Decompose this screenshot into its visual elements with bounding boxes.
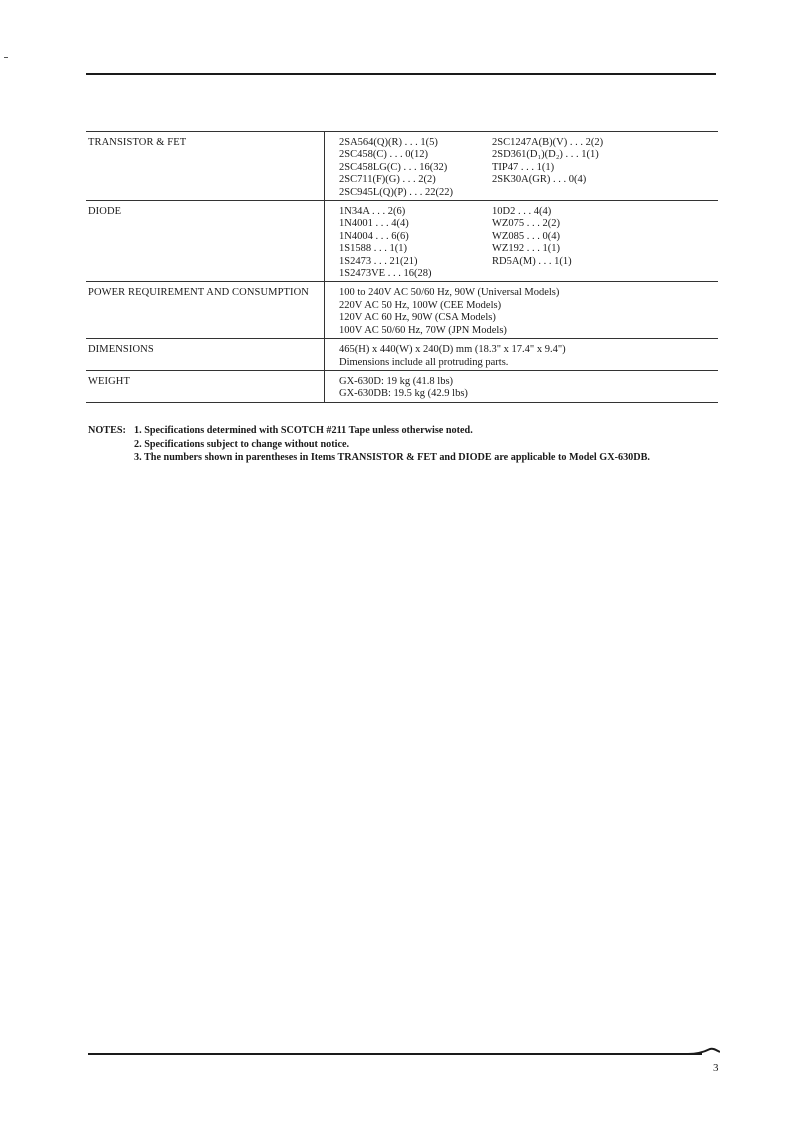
value-left: 1N4001 . . . 4(4): [339, 218, 409, 230]
stray-mark: [4, 57, 8, 58]
value-line: Dimensions include all protruding parts.: [339, 356, 509, 368]
spec-label: WEIGHT: [86, 371, 325, 402]
spec-values: [325, 132, 718, 200]
spec-label: DIMENSIONS: [86, 339, 325, 370]
value-right: 2SD361(D₁)(D₂) . . . 1(1): [492, 149, 599, 161]
page-number: 3: [713, 1062, 719, 1074]
bottom-rule: [88, 1053, 702, 1055]
spec-values: [325, 282, 718, 338]
spec-values: [325, 339, 718, 370]
value-line: 100V AC 50/60 Hz, 70W (JPN Models): [339, 324, 507, 336]
value-line: [339, 187, 718, 199]
value-line: [339, 137, 718, 149]
value-line: [339, 206, 718, 218]
spec-row-transistor-fet: [86, 131, 718, 201]
value-line: [339, 218, 718, 230]
value-left: 1N4004 . . . 6(6): [339, 230, 409, 242]
value-right: WZ075 . . . 2(2): [492, 218, 560, 230]
spec-label: TRANSISTOR & FET: [86, 132, 325, 200]
spec-row-diode: [86, 201, 718, 282]
value-line: [339, 231, 718, 243]
value-left: 2SC711(F)(G) . . . 2(2): [339, 174, 436, 186]
value-right: 10D2 . . . 4(4): [492, 206, 552, 218]
value-line: [339, 256, 718, 268]
value-line: 100 to 240V AC 50/60 Hz, 90W (Universal Models): [339, 287, 560, 299]
note-item: 2. Specifications subject to change without notice.: [134, 438, 350, 450]
value-right: TIP47 . . . 1(1): [492, 161, 555, 173]
value-line: 220V AC 50 Hz, 100W (CEE Models): [339, 299, 502, 311]
value-line: [339, 243, 718, 255]
spec-values: [325, 371, 718, 402]
value-right: 2SC1247A(B)(V) . . . 2(2): [492, 137, 604, 148]
value-left: 2SC945L(Q)(P) . . . 22(22): [339, 186, 454, 198]
value-left: 2SC458LG(C) . . . 16(32): [339, 161, 448, 173]
notes-list: [134, 424, 650, 465]
notes-heading: NOTES:: [88, 425, 126, 436]
value-right: WZ085 . . . 0(4): [492, 230, 560, 242]
value-line: [339, 162, 718, 174]
note-item: 1. Specifications determined with SCOTCH #211 Tape unless otherwise noted.: [134, 425, 473, 436]
value-left: 1S2473 . . . 21(21): [339, 255, 418, 267]
value-right: 2SK30A(GR) . . . 0(4): [492, 174, 587, 186]
value-line: 120V AC 60 Hz, 90W (CSA Models): [339, 312, 496, 324]
spec-table: [86, 131, 718, 403]
value-line: [339, 149, 718, 161]
bottom-rule-flourish: [688, 1046, 720, 1060]
note-item: 3. The numbers shown in parentheses in Items TRANSISTOR & FET and DIODE are applicable to Model GX-630DB.: [134, 452, 650, 464]
value-line: [339, 174, 718, 186]
value-line: [339, 268, 718, 280]
spec-row-dimensions: [86, 339, 718, 371]
spec-row-power: [86, 282, 718, 339]
value-left: 2SC458(C) . . . 0(12): [339, 149, 428, 161]
value-left: 2SA564(Q)(R) . . . 1(5): [339, 137, 438, 148]
spec-values: [325, 201, 718, 281]
value-line: GX-630DB: 19.5 kg (42.9 lbs): [339, 388, 468, 400]
spec-row-weight: [86, 371, 718, 403]
spec-label: POWER REQUIREMENT AND CONSUMPTION: [86, 282, 325, 338]
value-line: 465(H) x 440(W) x 240(D) mm (18.3" x 17.4" x 9.4"): [339, 344, 566, 356]
notes-section: [88, 424, 650, 465]
value-right: WZ192 . . . 1(1): [492, 243, 560, 255]
value-left: 1N34A . . . 2(6): [339, 206, 406, 218]
value-right: RD5A(M) . . . 1(1): [492, 255, 572, 267]
value-line: GX-630D: 19 kg (41.8 lbs): [339, 375, 454, 387]
value-left: 1S2473VE . . . 16(28): [339, 268, 432, 280]
top-rule: [86, 73, 716, 75]
value-left: 1S1588 . . . 1(1): [339, 243, 407, 255]
spec-label: DIODE: [86, 201, 325, 281]
